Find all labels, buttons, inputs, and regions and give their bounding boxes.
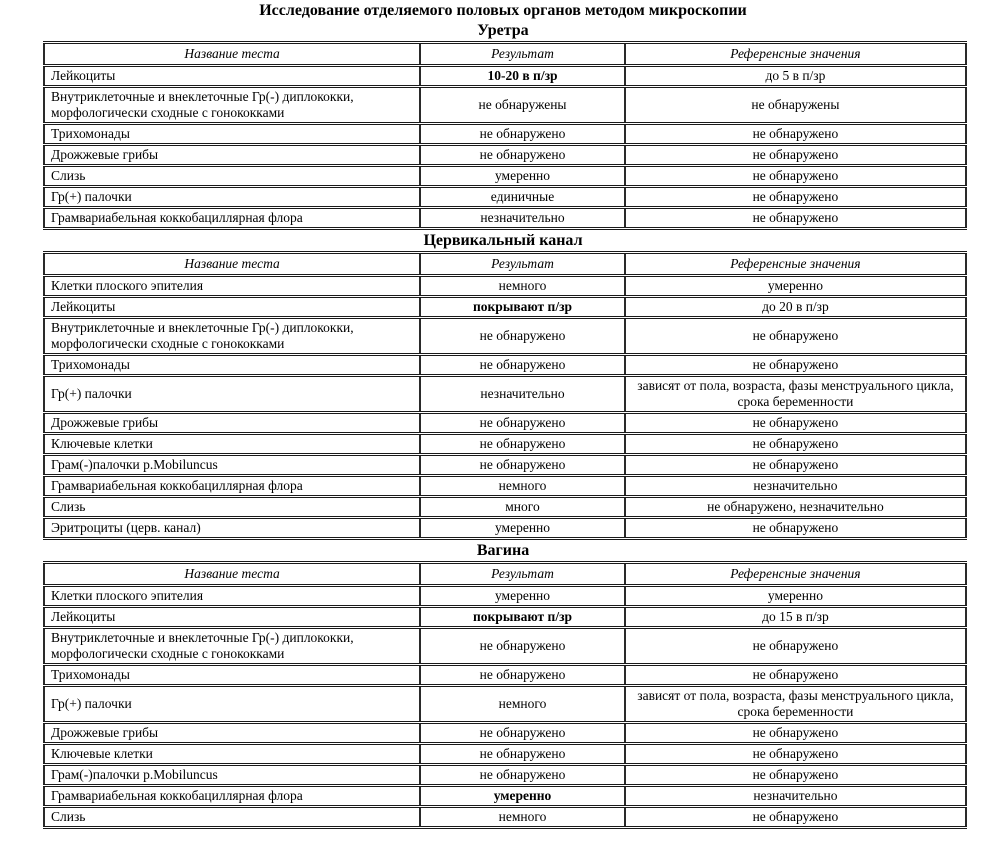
table-row [44, 376, 966, 413]
result-cell: не обнаружено [420, 665, 625, 686]
reference-cell: незначительно [625, 476, 966, 497]
reference-cell: не обнаружено [625, 434, 966, 455]
result-cell: не обнаружено [420, 413, 625, 434]
test-name-cell: Клетки плоского эпителия [44, 276, 420, 297]
report-section [0, 232, 1000, 540]
column-header-test-name: Название теста [44, 253, 420, 276]
test-name-cell: Клетки плоского эпителия [44, 586, 420, 607]
test-name-cell: Грамвариабельная коккобациллярная флора [44, 208, 420, 229]
table-row [44, 87, 966, 124]
test-name-cell: Гр(+) палочки [44, 187, 420, 208]
test-name-cell: Лейкоциты [44, 607, 420, 628]
test-name-cell: Дрожжевые грибы [44, 723, 420, 744]
table-row [44, 665, 966, 686]
result-cell: много [420, 497, 625, 518]
reference-cell: не обнаружено [625, 166, 966, 187]
reference-cell: не обнаружено, незначительно [625, 497, 966, 518]
reference-cell: не обнаружено [625, 744, 966, 765]
table-row [44, 786, 966, 807]
column-header-result: Результат [420, 253, 625, 276]
table-row [44, 297, 966, 318]
result-cell: немного [420, 476, 625, 497]
result-cell: не обнаружено [420, 355, 625, 376]
reference-cell: незначительно [625, 786, 966, 807]
reference-cell: не обнаружено [625, 628, 966, 665]
test-name-cell: Слизь [44, 807, 420, 828]
test-name-cell: Лейкоциты [44, 66, 420, 87]
result-cell: не обнаружены [420, 87, 625, 124]
table-row [44, 807, 966, 828]
reference-cell: не обнаружено [625, 723, 966, 744]
report-sections [0, 22, 1000, 829]
reference-cell: зависят от пола, возраста, фазы менструального цикла, срока беременности [625, 686, 966, 723]
test-name-cell: Внутриклеточные и внеклеточные Гр(-) диплококки, морфологически сходные с гонококками [44, 628, 420, 665]
result-cell: умеренно [420, 518, 625, 539]
test-name-cell: Внутриклеточные и внеклеточные Гр(-) диплококки, морфологически сходные с гонококками [44, 87, 420, 124]
report-title: Исследование отделяемого половых органов методом микроскопии [259, 2, 747, 19]
test-name-cell: Дрожжевые грибы [44, 145, 420, 166]
table-row [44, 124, 966, 145]
result-cell: 10-20 в п/зр [420, 66, 625, 87]
test-name-cell: Слизь [44, 166, 420, 187]
table-row [44, 518, 966, 539]
table-row [44, 455, 966, 476]
reference-cell: не обнаружено [625, 187, 966, 208]
table-body [44, 276, 966, 539]
table-row [44, 166, 966, 187]
test-name-cell: Дрожжевые грибы [44, 413, 420, 434]
reference-cell: не обнаружено [625, 765, 966, 786]
table-header-row [44, 253, 966, 276]
result-cell: немного [420, 686, 625, 723]
table-header-row [44, 43, 966, 66]
table-row [44, 187, 966, 208]
result-cell: немного [420, 807, 625, 828]
reference-cell: не обнаружено [625, 124, 966, 145]
reference-cell: не обнаружено [625, 318, 966, 355]
reference-cell: до 15 в п/зр [625, 607, 966, 628]
results-table [43, 561, 967, 829]
table-row [44, 318, 966, 355]
test-name-cell: Трихомонады [44, 355, 420, 376]
table-row [44, 145, 966, 166]
test-name-cell: Ключевые клетки [44, 744, 420, 765]
test-name-cell: Лейкоциты [44, 297, 420, 318]
section-heading: Вагина [476, 542, 530, 559]
reference-cell: до 20 в п/зр [625, 297, 966, 318]
table-row [44, 66, 966, 87]
reference-cell: не обнаружено [625, 665, 966, 686]
table-row [44, 765, 966, 786]
result-cell: покрывают п/зр [420, 297, 625, 318]
table-row [44, 413, 966, 434]
result-cell: не обнаружено [420, 124, 625, 145]
test-name-cell: Грамвариабельная коккобациллярная флора [44, 476, 420, 497]
column-header-test-name: Название теста [44, 563, 420, 586]
results-table [43, 251, 967, 540]
test-name-cell: Грам(-)палочки p.Mobiluncus [44, 455, 420, 476]
result-cell: не обнаружено [420, 723, 625, 744]
test-name-cell: Трихомонады [44, 124, 420, 145]
column-header-test-name: Название теста [44, 43, 420, 66]
result-cell: не обнаружено [420, 628, 625, 665]
test-name-cell: Грамвариабельная коккобациллярная флора [44, 786, 420, 807]
table-row [44, 355, 966, 376]
reference-cell: не обнаружено [625, 208, 966, 229]
results-table [43, 41, 967, 230]
result-cell: не обнаружено [420, 434, 625, 455]
column-header-reference: Референсные значения [625, 43, 966, 66]
column-header-reference: Референсные значения [625, 253, 966, 276]
result-cell: умеренно [420, 166, 625, 187]
reference-cell: не обнаружено [625, 145, 966, 166]
test-name-cell: Ключевые клетки [44, 434, 420, 455]
reference-cell: не обнаружено [625, 455, 966, 476]
section-heading: Уретра [477, 22, 529, 39]
result-cell: не обнаружено [420, 765, 625, 786]
table-row [44, 208, 966, 229]
table-row [44, 586, 966, 607]
table-row [44, 686, 966, 723]
reference-cell: не обнаружено [625, 807, 966, 828]
test-name-cell: Слизь [44, 497, 420, 518]
result-cell: не обнаружено [420, 318, 625, 355]
result-cell: незначительно [420, 208, 625, 229]
table-row [44, 476, 966, 497]
column-header-result: Результат [420, 563, 625, 586]
column-header-result: Результат [420, 43, 625, 66]
column-header-reference: Референсные значения [625, 563, 966, 586]
result-cell: не обнаружено [420, 455, 625, 476]
section-heading: Цервикальный канал [423, 232, 583, 249]
reference-cell: умеренно [625, 586, 966, 607]
table-row [44, 723, 966, 744]
table-row [44, 497, 966, 518]
result-cell: умеренно [420, 786, 625, 807]
table-row [44, 744, 966, 765]
table-row [44, 276, 966, 297]
result-cell: покрывают п/зр [420, 607, 625, 628]
table-row [44, 434, 966, 455]
result-cell: не обнаружено [420, 744, 625, 765]
table-header-row [44, 563, 966, 586]
table-row [44, 628, 966, 665]
result-cell: незначительно [420, 376, 625, 413]
reference-cell: не обнаружено [625, 518, 966, 539]
result-cell: умеренно [420, 586, 625, 607]
reference-cell: зависят от пола, возраста, фазы менструального цикла, срока беременности [625, 376, 966, 413]
table-body [44, 66, 966, 229]
reference-cell: не обнаружено [625, 355, 966, 376]
report-section [0, 22, 1000, 230]
test-name-cell: Грам(-)палочки p.Mobiluncus [44, 765, 420, 786]
result-cell: единичные [420, 187, 625, 208]
test-name-cell: Гр(+) палочки [44, 376, 420, 413]
reference-cell: не обнаружено [625, 413, 966, 434]
test-name-cell: Эритроциты (церв. канал) [44, 518, 420, 539]
result-cell: не обнаружено [420, 145, 625, 166]
test-name-cell: Внутриклеточные и внеклеточные Гр(-) диплококки, морфологически сходные с гонококками [44, 318, 420, 355]
result-cell: немного [420, 276, 625, 297]
reference-cell: до 5 в п/зр [625, 66, 966, 87]
table-body [44, 586, 966, 828]
reference-cell: не обнаружены [625, 87, 966, 124]
reference-cell: умеренно [625, 276, 966, 297]
report-section [0, 542, 1000, 829]
test-name-cell: Трихомонады [44, 665, 420, 686]
table-row [44, 607, 966, 628]
test-name-cell: Гр(+) палочки [44, 686, 420, 723]
